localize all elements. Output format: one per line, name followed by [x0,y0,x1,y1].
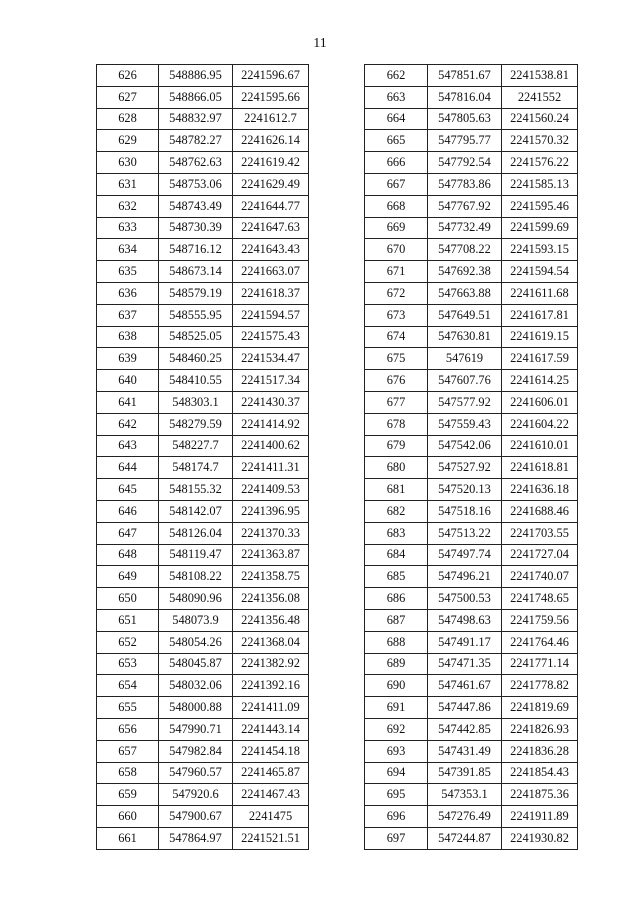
x-coordinate-cell: 548460.25 [159,348,233,370]
x-coordinate-cell: 547663.88 [428,282,502,304]
y-coordinate-cell: 2241619.15 [502,326,578,348]
point-number-cell: 652 [97,631,159,653]
y-coordinate-cell: 2241370.33 [233,522,309,544]
point-number-cell: 683 [365,522,428,544]
y-coordinate-cell: 2241819.69 [502,697,578,719]
x-coordinate-cell: 548227.7 [159,435,233,457]
x-coordinate-cell: 548673.14 [159,261,233,283]
y-coordinate-cell: 2241356.48 [233,609,309,631]
x-coordinate-cell: 548303.1 [159,391,233,413]
point-number-cell: 651 [97,609,159,631]
point-number-cell: 669 [365,217,428,239]
table-row [97,108,309,130]
x-coordinate-cell: 547816.04 [428,86,502,108]
table-row [365,762,578,784]
x-coordinate-cell: 547496.21 [428,566,502,588]
table-row [365,304,578,326]
point-number-cell: 680 [365,457,428,479]
table-row [97,435,309,457]
page-number: 11 [313,36,327,51]
point-number-cell: 646 [97,500,159,522]
table-row [365,675,578,697]
table-row [97,500,309,522]
x-coordinate-cell: 548832.97 [159,108,233,130]
y-coordinate-cell: 2241454.18 [233,740,309,762]
table-row [365,86,578,108]
table-row [365,108,578,130]
point-number-cell: 665 [365,130,428,152]
x-coordinate-cell: 548279.59 [159,413,233,435]
x-coordinate-cell: 548525.05 [159,326,233,348]
point-number-cell: 641 [97,391,159,413]
point-number-cell: 659 [97,784,159,806]
table-row [365,326,578,348]
point-number-cell: 644 [97,457,159,479]
x-coordinate-cell: 548155.32 [159,479,233,501]
y-coordinate-cell: 2241534.47 [233,348,309,370]
table-row [97,65,309,87]
point-number-cell: 657 [97,740,159,762]
y-coordinate-cell: 2241396.95 [233,500,309,522]
table-row [365,588,578,610]
point-number-cell: 687 [365,609,428,631]
x-coordinate-cell: 547630.81 [428,326,502,348]
x-coordinate-cell: 547783.86 [428,173,502,195]
table-row [97,86,309,108]
x-coordinate-cell: 547692.38 [428,261,502,283]
point-number-cell: 631 [97,173,159,195]
table-row [365,784,578,806]
y-coordinate-cell: 2241411.09 [233,697,309,719]
table-row [365,217,578,239]
x-coordinate-cell: 548108.22 [159,566,233,588]
y-coordinate-cell: 2241764.46 [502,631,578,653]
table-row [97,697,309,719]
table-row [365,391,578,413]
y-coordinate-cell: 2241595.46 [502,195,578,217]
y-coordinate-cell: 2241358.75 [233,566,309,588]
point-number-cell: 637 [97,304,159,326]
y-coordinate-cell: 2241363.87 [233,544,309,566]
x-coordinate-cell: 548730.39 [159,217,233,239]
point-number-cell: 693 [365,740,428,762]
x-coordinate-cell: 548716.12 [159,239,233,261]
point-number-cell: 671 [365,261,428,283]
point-number-cell: 675 [365,348,428,370]
y-coordinate-cell: 2241430.37 [233,391,309,413]
y-coordinate-cell: 2241614.25 [502,370,578,392]
table-row [97,827,309,849]
table-row [365,827,578,849]
table-row [365,653,578,675]
table-row [365,348,578,370]
point-number-cell: 677 [365,391,428,413]
y-coordinate-cell: 2241552 [502,86,578,108]
table-row [365,718,578,740]
x-coordinate-cell: 548762.63 [159,152,233,174]
table-row [97,675,309,697]
table-row [365,173,578,195]
y-coordinate-cell: 2241778.82 [502,675,578,697]
y-coordinate-cell: 2241517.34 [233,370,309,392]
y-coordinate-cell: 2241595.66 [233,86,309,108]
x-coordinate-cell: 547792.54 [428,152,502,174]
point-number-cell: 655 [97,697,159,719]
x-coordinate-cell: 547391.85 [428,762,502,784]
y-coordinate-cell: 2241475 [233,806,309,828]
y-coordinate-cell: 2241467.43 [233,784,309,806]
x-coordinate-cell: 547442.85 [428,718,502,740]
x-coordinate-cell: 547497.74 [428,544,502,566]
y-coordinate-cell: 2241465.87 [233,762,309,784]
x-coordinate-cell: 547559.43 [428,413,502,435]
y-coordinate-cell: 2241617.81 [502,304,578,326]
point-number-cell: 645 [97,479,159,501]
y-coordinate-cell: 2241875.36 [502,784,578,806]
x-coordinate-cell: 547805.63 [428,108,502,130]
x-coordinate-cell: 548866.05 [159,86,233,108]
point-number-cell: 681 [365,479,428,501]
point-number-cell: 629 [97,130,159,152]
point-number-cell: 640 [97,370,159,392]
table-row [365,152,578,174]
y-coordinate-cell: 2241612.7 [233,108,309,130]
y-coordinate-cell: 2241356.08 [233,588,309,610]
y-coordinate-cell: 2241826.93 [502,718,578,740]
table-row [365,239,578,261]
y-coordinate-cell: 2241647.63 [233,217,309,239]
point-number-cell: 638 [97,326,159,348]
x-coordinate-cell: 547900.67 [159,806,233,828]
y-coordinate-cell: 2241596.67 [233,65,309,87]
y-coordinate-cell: 2241643.43 [233,239,309,261]
y-coordinate-cell: 2241594.54 [502,261,578,283]
x-coordinate-cell: 548886.95 [159,65,233,87]
table-row [365,544,578,566]
x-coordinate-cell: 548174.7 [159,457,233,479]
table-row [365,740,578,762]
point-number-cell: 648 [97,544,159,566]
x-coordinate-cell: 548119.47 [159,544,233,566]
point-number-cell: 664 [365,108,428,130]
x-coordinate-cell: 548743.49 [159,195,233,217]
point-number-cell: 663 [365,86,428,108]
table-row [97,588,309,610]
x-coordinate-cell: 547864.97 [159,827,233,849]
y-coordinate-cell: 2241618.37 [233,282,309,304]
y-coordinate-cell: 2241409.53 [233,479,309,501]
x-coordinate-cell: 547577.92 [428,391,502,413]
table-row [97,152,309,174]
y-coordinate-cell: 2241930.82 [502,827,578,849]
point-number-cell: 633 [97,217,159,239]
y-coordinate-cell: 2241703.55 [502,522,578,544]
x-coordinate-cell: 547471.35 [428,653,502,675]
table-row [365,413,578,435]
table-row [365,522,578,544]
x-coordinate-cell: 548045.87 [159,653,233,675]
table-row [97,239,309,261]
point-number-cell: 667 [365,173,428,195]
point-number-cell: 674 [365,326,428,348]
table-row [97,718,309,740]
table-row [97,457,309,479]
point-number-cell: 684 [365,544,428,566]
x-coordinate-cell: 547500.53 [428,588,502,610]
y-coordinate-cell: 2241629.49 [233,173,309,195]
table-row [97,806,309,828]
x-coordinate-cell: 547920.6 [159,784,233,806]
x-coordinate-cell: 547498.63 [428,609,502,631]
table-row [365,261,578,283]
y-coordinate-cell: 2241688.46 [502,500,578,522]
x-coordinate-cell: 548555.95 [159,304,233,326]
table-row [97,479,309,501]
table-row [365,457,578,479]
x-coordinate-cell: 547795.77 [428,130,502,152]
y-coordinate-cell: 2241748.65 [502,588,578,610]
table-row [365,609,578,631]
point-number-cell: 642 [97,413,159,435]
point-number-cell: 692 [365,718,428,740]
x-coordinate-cell: 548782.27 [159,130,233,152]
point-number-cell: 628 [97,108,159,130]
table-row [365,370,578,392]
table-row [365,130,578,152]
x-coordinate-cell: 547513.22 [428,522,502,544]
x-coordinate-cell: 547520.13 [428,479,502,501]
point-number-cell: 666 [365,152,428,174]
y-coordinate-cell: 2241560.24 [502,108,578,130]
y-coordinate-cell: 2241594.57 [233,304,309,326]
y-coordinate-cell: 2241443.14 [233,718,309,740]
y-coordinate-cell: 2241538.81 [502,65,578,87]
table-row [97,370,309,392]
point-number-cell: 656 [97,718,159,740]
y-coordinate-cell: 2241400.62 [233,435,309,457]
table-row [97,740,309,762]
table-row [97,282,309,304]
point-number-cell: 697 [365,827,428,849]
y-coordinate-cell: 2241585.13 [502,173,578,195]
point-number-cell: 676 [365,370,428,392]
point-number-cell: 661 [97,827,159,849]
table-row [97,304,309,326]
y-coordinate-cell: 2241606.01 [502,391,578,413]
table-row [365,500,578,522]
y-coordinate-cell: 2241599.69 [502,217,578,239]
y-coordinate-cell: 2241911.89 [502,806,578,828]
y-coordinate-cell: 2241411.31 [233,457,309,479]
table-row [97,653,309,675]
table-row [97,261,309,283]
x-coordinate-cell: 547447.86 [428,697,502,719]
point-number-cell: 686 [365,588,428,610]
y-coordinate-cell: 2241611.68 [502,282,578,304]
point-number-cell: 626 [97,65,159,87]
point-number-cell: 679 [365,435,428,457]
point-number-cell: 658 [97,762,159,784]
table-row [365,65,578,87]
x-coordinate-cell: 548073.9 [159,609,233,631]
point-number-cell: 685 [365,566,428,588]
point-number-cell: 662 [365,65,428,87]
y-coordinate-cell: 2241414.92 [233,413,309,435]
point-number-cell: 650 [97,588,159,610]
point-number-cell: 672 [365,282,428,304]
x-coordinate-cell: 547982.84 [159,740,233,762]
table-row [365,566,578,588]
table-row [97,217,309,239]
point-number-cell: 689 [365,653,428,675]
coordinates-table-right [364,64,578,850]
point-number-cell: 647 [97,522,159,544]
point-number-cell: 691 [365,697,428,719]
point-number-cell: 694 [365,762,428,784]
table-row [365,806,578,828]
table-row [365,697,578,719]
x-coordinate-cell: 547767.92 [428,195,502,217]
x-coordinate-cell: 547990.71 [159,718,233,740]
x-coordinate-cell: 548753.06 [159,173,233,195]
table-row [97,326,309,348]
table-row [97,130,309,152]
x-coordinate-cell: 547276.49 [428,806,502,828]
point-number-cell: 649 [97,566,159,588]
point-number-cell: 632 [97,195,159,217]
point-number-cell: 668 [365,195,428,217]
point-number-cell: 695 [365,784,428,806]
x-coordinate-cell: 548126.04 [159,522,233,544]
x-coordinate-cell: 548579.19 [159,282,233,304]
point-number-cell: 630 [97,152,159,174]
table-row [97,609,309,631]
point-number-cell: 653 [97,653,159,675]
x-coordinate-cell: 547491.17 [428,631,502,653]
table-row [97,522,309,544]
y-coordinate-cell: 2241618.81 [502,457,578,479]
y-coordinate-cell: 2241636.18 [502,479,578,501]
table-row [97,544,309,566]
y-coordinate-cell: 2241854.43 [502,762,578,784]
point-number-cell: 639 [97,348,159,370]
y-coordinate-cell: 2241619.42 [233,152,309,174]
y-coordinate-cell: 2241382.92 [233,653,309,675]
point-number-cell: 636 [97,282,159,304]
point-number-cell: 690 [365,675,428,697]
x-coordinate-cell: 547619 [428,348,502,370]
point-number-cell: 654 [97,675,159,697]
table-row [97,173,309,195]
point-number-cell: 673 [365,304,428,326]
table-row [97,784,309,806]
table-row [97,566,309,588]
y-coordinate-cell: 2241759.56 [502,609,578,631]
coordinates-table-left [96,64,309,850]
table-row [365,282,578,304]
x-coordinate-cell: 547244.87 [428,827,502,849]
x-coordinate-cell: 547353.1 [428,784,502,806]
y-coordinate-cell: 2241368.04 [233,631,309,653]
table-row [365,195,578,217]
y-coordinate-cell: 2241727.04 [502,544,578,566]
point-number-cell: 678 [365,413,428,435]
y-coordinate-cell: 2241644.77 [233,195,309,217]
table-row [365,479,578,501]
y-coordinate-cell: 2241575.43 [233,326,309,348]
x-coordinate-cell: 547732.49 [428,217,502,239]
point-number-cell: 696 [365,806,428,828]
x-coordinate-cell: 547649.51 [428,304,502,326]
y-coordinate-cell: 2241570.32 [502,130,578,152]
x-coordinate-cell: 548410.55 [159,370,233,392]
x-coordinate-cell: 547461.67 [428,675,502,697]
table-row [97,195,309,217]
table-row [97,762,309,784]
y-coordinate-cell: 2241740.07 [502,566,578,588]
x-coordinate-cell: 547527.92 [428,457,502,479]
y-coordinate-cell: 2241593.15 [502,239,578,261]
table-row [97,391,309,413]
x-coordinate-cell: 547607.76 [428,370,502,392]
y-coordinate-cell: 2241771.14 [502,653,578,675]
x-coordinate-cell: 548090.96 [159,588,233,610]
x-coordinate-cell: 548000.88 [159,697,233,719]
y-coordinate-cell: 2241604.22 [502,413,578,435]
point-number-cell: 688 [365,631,428,653]
table-row [97,348,309,370]
y-coordinate-cell: 2241610.01 [502,435,578,457]
table-row [365,631,578,653]
x-coordinate-cell: 547851.67 [428,65,502,87]
point-number-cell: 643 [97,435,159,457]
point-number-cell: 660 [97,806,159,828]
x-coordinate-cell: 548054.26 [159,631,233,653]
x-coordinate-cell: 547708.22 [428,239,502,261]
point-number-cell: 670 [365,239,428,261]
point-number-cell: 634 [97,239,159,261]
x-coordinate-cell: 548142.07 [159,500,233,522]
table-row [97,631,309,653]
point-number-cell: 627 [97,86,159,108]
x-coordinate-cell: 547542.06 [428,435,502,457]
x-coordinate-cell: 547518.16 [428,500,502,522]
y-coordinate-cell: 2241663.07 [233,261,309,283]
y-coordinate-cell: 2241617.59 [502,348,578,370]
y-coordinate-cell: 2241836.28 [502,740,578,762]
y-coordinate-cell: 2241576.22 [502,152,578,174]
point-number-cell: 682 [365,500,428,522]
y-coordinate-cell: 2241626.14 [233,130,309,152]
x-coordinate-cell: 548032.06 [159,675,233,697]
x-coordinate-cell: 547960.57 [159,762,233,784]
table-row [97,413,309,435]
point-number-cell: 635 [97,261,159,283]
x-coordinate-cell: 547431.49 [428,740,502,762]
y-coordinate-cell: 2241521.51 [233,827,309,849]
y-coordinate-cell: 2241392.16 [233,675,309,697]
table-row [365,435,578,457]
